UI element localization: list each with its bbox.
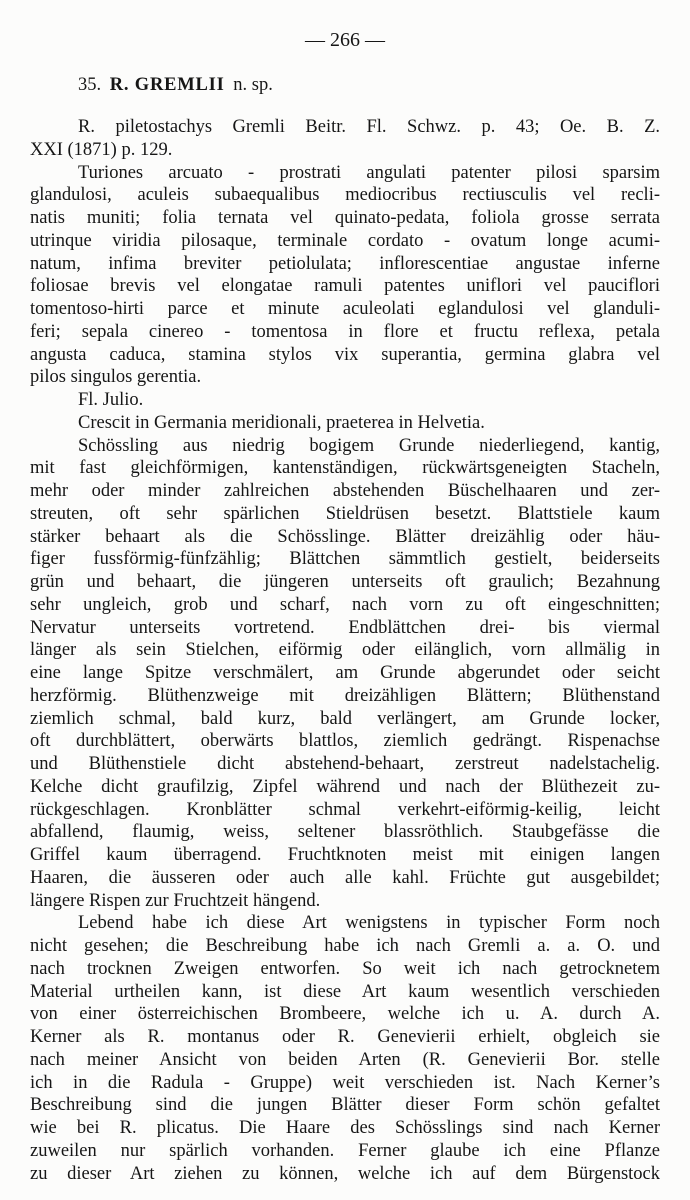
german-description-line: ziemlich schmal, bald kurz, bald verlängert, am Grunde locker, bbox=[30, 708, 660, 729]
remarks-line: nach meiner Ansicht von beiden Arten (R. Genevierii Bor. stelle bbox=[30, 1049, 660, 1070]
remarks-line: Material urtheilen kann, ist diese Art kaum wesentlich verschieden bbox=[30, 981, 660, 1002]
latin-description-line: foliosae brevis vel elongatae ramuli patentes uniflori vel pauciflori bbox=[30, 276, 660, 297]
german-description-line: streuten, oft sehr spärlichen Stieldrüsen besetzt. Blattstiele kaum bbox=[30, 503, 660, 524]
remarks-line: Kerner als R. montanus oder R. Genevierii erhielt, obgleich sie bbox=[30, 1027, 660, 1047]
german-description-line: grün und behaart, die jüngeren unterseits oft graulich; Bezahnung bbox=[30, 572, 660, 592]
german-description-line: herzförmig. Blüthenzweige mit dreizähligen Blättern; Blüthenstand bbox=[30, 685, 660, 706]
remarks-line: nicht gesehen; die Beschreibung habe ich nach Gremli a. a. O. und bbox=[30, 936, 660, 956]
synonym-paragraph bbox=[30, 116, 660, 162]
german-description-line: figer fussförmig-fünfzählig; Blättchen sämmtlich gestielt, beiderseits bbox=[30, 549, 660, 570]
distribution: Crescit in Germania meridionali, praeterea in Helvetia. bbox=[78, 412, 485, 433]
german-description-line: abfallend, flaumig, weiss, seltener blassröthlich. Staubgefässe die bbox=[30, 822, 660, 843]
remarks-line: Lebend habe ich diese Art wenigstens in typischer Form noch bbox=[78, 913, 660, 934]
remarks-line: nach trocknen Zweigen entworfen. So weit ich nach getrocknetem bbox=[30, 958, 660, 979]
latin-description-line: feri; sepala cinereo - tomentosa in flore et fructu reflexa, petala bbox=[30, 321, 660, 342]
german-description-line: rückgeschlagen. Kronblätter schmal verkehrt-eiförmig-keilig, leicht bbox=[30, 799, 660, 820]
synonym-line: R. piletostachys Gremli Beitr. Fl. Schwz. p. 43; Oe. B. Z. bbox=[78, 117, 660, 137]
german-description-line: eine lange Spitze verschmälert, am Grunde abgerundet oder seicht bbox=[30, 663, 660, 683]
german-description-line: Haaren, die äusseren oder auch alle kahl. Früchte gut ausgebildet; bbox=[30, 867, 660, 888]
latin-description-line: tomentoso-hirti parce et minute aculeolati eglandulosi vel glanduli- bbox=[30, 299, 660, 319]
german-description-line: Kelche dicht graufilzig, Zipfel während und nach der Blüthezeit zu- bbox=[30, 776, 660, 797]
species-suffix: n. sp. bbox=[233, 75, 273, 95]
page-number: — 266 — bbox=[305, 29, 385, 51]
remarks-line: Beschreibung sind die jungen Blätter dieser Form schön gefaltet bbox=[30, 1095, 660, 1116]
latin-description-line: utrinque viridia pilosaque, terminale cordato - ovatum longe acumi- bbox=[30, 230, 660, 251]
remarks-line: zuweilen nur spärlich vorhanden. Ferner glaube ich eine Pflanze bbox=[30, 1140, 660, 1161]
remarks-line: zu dieser Art ziehen zu können, welche ich auf dem Bürgenstock bbox=[30, 1163, 660, 1184]
german-description-line: sehr ungleich, grob und scharf, nach vorn zu oft eingeschnitten; bbox=[30, 594, 660, 615]
remarks-paragraph bbox=[30, 912, 660, 1185]
german-description-line: länger als sein Stielchen, eiförmig oder eilänglich, vorn allmälig in bbox=[30, 640, 660, 661]
remarks-line: ich in die Radula - Gruppe) weit verschieden ist. Nach Kerner’s bbox=[30, 1072, 660, 1093]
german-description-line: mit fast gleichförmigen, kantenständigen, rückwärtsgeneigten Stacheln, bbox=[30, 458, 660, 479]
german-description-line: Griffel kaum überragend. Fruchtknoten meist mit einigen langen bbox=[30, 845, 660, 865]
synonym-line: XXI (1871) p. 129. bbox=[30, 139, 173, 160]
latin-description-line: angusta caduca, stamina stylos vix superantia, germina glabra vel bbox=[30, 344, 660, 365]
latin-description-line: glandulosi, aculeis subaequalibus mediocribus rectiusculis vel recli- bbox=[30, 185, 660, 206]
latin-description-line: natum, infima breviter petiolulata; inflorescentiae angustae inferne bbox=[30, 253, 660, 274]
species-heading bbox=[78, 72, 273, 98]
german-description-line: Schössling aus niedrig bogigem Grunde niederliegend, kantig, bbox=[78, 435, 660, 456]
species-number: 35. bbox=[78, 75, 102, 95]
remarks-line: wie bei R. plicatus. Die Haare des Schösslings sind nach Kerner bbox=[30, 1118, 660, 1138]
remarks-line: von einer österreichischen Brombeere, welche ich u. A. durch A. bbox=[30, 1004, 660, 1025]
german-description-line: und Blüthenstiele dicht abstehend-behaart, zerstreut nadelstachelig. bbox=[30, 754, 660, 774]
german-description-line: Nervatur unterseits vortretend. Endblättchen drei- bis viermal bbox=[30, 617, 660, 638]
latin-description-line: natis muniti; folia ternata vel quinato-pedata, foliola grosse serrata bbox=[30, 208, 660, 228]
latin-description-line: pilos singulos gerentia. bbox=[30, 367, 202, 388]
flowering-time: Fl. Julio. bbox=[78, 390, 144, 410]
text-body bbox=[30, 116, 660, 1185]
german-description-line: mehr oder minder zahlreichen abstehenden Büschelhaaren und zer- bbox=[30, 481, 660, 501]
german-description-line: längere Rispen zur Fruchtzeit hängend. bbox=[30, 890, 321, 911]
german-description-line: oft durchblättert, oberwärts blattlos, ziemlich gedrängt. Rispenachse bbox=[30, 731, 660, 752]
german-description-paragraph bbox=[30, 435, 660, 913]
german-description-line: stärker behaart als die Schösslinge. Blätter dreizählig oder häu- bbox=[30, 526, 660, 547]
species-name: R. GREMLII bbox=[109, 75, 225, 95]
latin-description-paragraph bbox=[30, 162, 660, 390]
latin-description-line: Turiones arcuato - prostrati angulati patenter pilosi sparsim bbox=[78, 162, 660, 183]
